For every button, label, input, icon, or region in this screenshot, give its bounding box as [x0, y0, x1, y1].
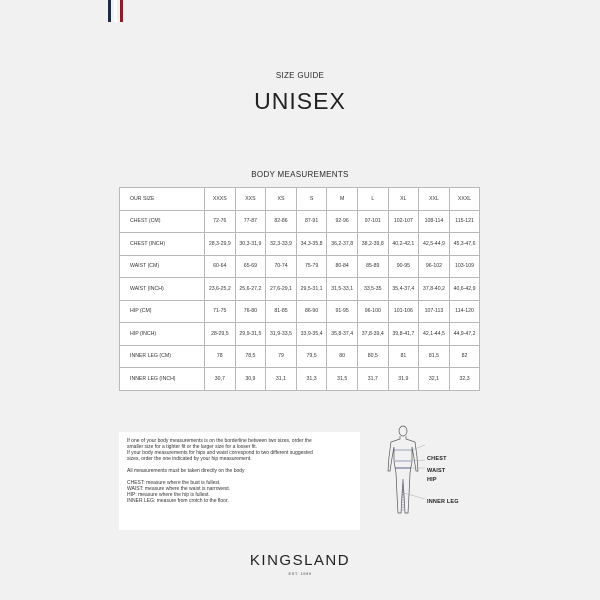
- table-row: [120, 278, 480, 301]
- value-cell: 115-121: [449, 210, 480, 233]
- size-header-cell: M: [327, 188, 358, 211]
- value-cell: 42,1-44,5: [419, 323, 450, 346]
- note-line: WAIST: measure where the waist is narrowest.: [127, 486, 231, 492]
- value-cell: 33,5-35: [357, 278, 388, 301]
- value-cell: 60-64: [205, 255, 236, 278]
- note-line: All measurements must be taken directly on the body: [127, 468, 245, 474]
- value-cell: 96-100: [357, 300, 388, 323]
- page-title: UNISEX: [254, 88, 346, 114]
- value-cell: 33,9-35,4: [296, 323, 327, 346]
- size-header-cell: XL: [388, 188, 419, 211]
- note-line: If one of your body measurements is on the borderline between two sizes, order the: [127, 438, 312, 444]
- table-row: [120, 255, 480, 278]
- value-cell: 85-89: [357, 255, 388, 278]
- value-cell: 23,6-25,2: [205, 278, 236, 301]
- table-row: [120, 345, 480, 368]
- hip-label: HIP: [427, 477, 437, 483]
- value-cell: 79: [266, 345, 297, 368]
- value-cell: 32,1: [419, 368, 450, 391]
- value-cell: 31,5: [327, 368, 358, 391]
- value-cell: 29,5-31,1: [296, 278, 327, 301]
- value-cell: 28,3-29,9: [205, 233, 236, 256]
- note-line: sizes, order the one indicated by your hip measurement.: [127, 456, 252, 462]
- row-label-cell: HIP (CM): [120, 300, 205, 323]
- value-cell: 77-87: [235, 210, 266, 233]
- value-cell: 86-90: [296, 300, 327, 323]
- value-cell: 79,5: [296, 345, 327, 368]
- value-cell: 32,3: [449, 368, 480, 391]
- row-label-cell: CHEST (CM): [120, 210, 205, 233]
- value-cell: 31,5-33,1: [327, 278, 358, 301]
- measurement-notes: [119, 432, 360, 530]
- table-row: [120, 300, 480, 323]
- table-row: [120, 233, 480, 256]
- value-cell: 90-95: [388, 255, 419, 278]
- value-cell: 81: [388, 345, 419, 368]
- value-cell: 70-74: [266, 255, 297, 278]
- size-header-cell: XS: [266, 188, 297, 211]
- value-cell: 72-76: [205, 210, 236, 233]
- value-cell: 35,8-37,4: [327, 323, 358, 346]
- inner-leg-label: INNER LEG: [427, 499, 459, 505]
- row-label-cell: CHEST (INCH): [120, 233, 205, 256]
- value-cell: 30,9: [235, 368, 266, 391]
- size-table: [119, 187, 480, 391]
- table-row: [120, 210, 480, 233]
- note-line: CHEST: measure where the bust is fullest.: [127, 480, 221, 486]
- value-cell: 80-84: [327, 255, 358, 278]
- size-header-cell: XXXL: [449, 188, 480, 211]
- value-cell: 81-85: [266, 300, 297, 323]
- table-row: [120, 323, 480, 346]
- table-row: [120, 368, 480, 391]
- value-cell: 71-75: [205, 300, 236, 323]
- size-header-cell: XXS: [235, 188, 266, 211]
- value-cell: 31,9: [388, 368, 419, 391]
- value-cell: 76-80: [235, 300, 266, 323]
- value-cell: 31,9-33,5: [266, 323, 297, 346]
- value-cell: 28-29,5: [205, 323, 236, 346]
- row-label-cell: INNER LEG (CM): [120, 345, 205, 368]
- value-cell: 78,5: [235, 345, 266, 368]
- chest-label: CHEST: [427, 456, 447, 462]
- value-cell: 31,1: [266, 368, 297, 391]
- value-cell: 36,2-37,8: [327, 233, 358, 256]
- row-label-cell: WAIST (CM): [120, 255, 205, 278]
- value-cell: 96-102: [419, 255, 450, 278]
- value-cell: 81,5: [419, 345, 450, 368]
- value-cell: 35,4-37,4: [388, 278, 419, 301]
- body-figure: [385, 423, 485, 523]
- value-cell: 80: [327, 345, 358, 368]
- value-cell: 30,7: [205, 368, 236, 391]
- value-cell: 87-91: [296, 210, 327, 233]
- value-cell: 92-96: [327, 210, 358, 233]
- page-supertitle: SIZE GUIDE: [275, 71, 325, 80]
- value-cell: 40,6-42,9: [449, 278, 480, 301]
- value-cell: 39,8-41,7: [388, 323, 419, 346]
- value-cell: 65-69: [235, 255, 266, 278]
- note-line: smaller size for a tighter fit or the larger size for a looser fit.: [127, 444, 258, 450]
- flag-stripe-red: [120, 0, 123, 22]
- row-label-cell: HIP (INCH): [120, 323, 205, 346]
- flag-stripe-navy: [108, 0, 111, 22]
- flag-stripe-white: [114, 0, 117, 22]
- row-label-cell: WAIST (INCH): [120, 278, 205, 301]
- row-label-cell: INNER LEG (INCH): [120, 368, 205, 391]
- value-cell: 27,6-29,1: [266, 278, 297, 301]
- value-cell: 107-113: [419, 300, 450, 323]
- value-cell: 114-120: [449, 300, 480, 323]
- value-cell: 101-106: [388, 300, 419, 323]
- header-label-cell: OUR SIZE: [120, 188, 205, 211]
- value-cell: 82: [449, 345, 480, 368]
- value-cell: 42,5-44,9: [419, 233, 450, 256]
- value-cell: 31,7: [357, 368, 388, 391]
- size-header-cell: S: [296, 188, 327, 211]
- brand-flag: [108, 0, 123, 22]
- value-cell: 32,3-33,9: [266, 233, 297, 256]
- value-cell: 30,3-31,9: [235, 233, 266, 256]
- size-header-cell: XXXS: [205, 188, 236, 211]
- value-cell: 97-101: [357, 210, 388, 233]
- size-header-cell: XXL: [419, 188, 450, 211]
- table-title: BODY MEASUREMENTS: [251, 170, 349, 179]
- value-cell: 82-86: [266, 210, 297, 233]
- note-line: If your body measurements for hips and waist correspond to two different suggested: [127, 450, 313, 456]
- size-header-cell: L: [357, 188, 388, 211]
- note-line: HIP: measure where the hip is fullest.: [127, 492, 210, 498]
- value-cell: 37,8-40,2: [419, 278, 450, 301]
- waist-label: WAIST: [427, 468, 446, 474]
- table-header-row: [120, 188, 480, 211]
- value-cell: 108-114: [419, 210, 450, 233]
- brand-logo: KINGSLAND: [249, 552, 351, 569]
- value-cell: 31,3: [296, 368, 327, 391]
- value-cell: 44,9-47,2: [449, 323, 480, 346]
- value-cell: 80,5: [357, 345, 388, 368]
- value-cell: 34,3-35,8: [296, 233, 327, 256]
- value-cell: 102-107: [388, 210, 419, 233]
- value-cell: 25,6-27,2: [235, 278, 266, 301]
- value-cell: 91-95: [327, 300, 358, 323]
- value-cell: 29,9-31,5: [235, 323, 266, 346]
- value-cell: 75-79: [296, 255, 327, 278]
- value-cell: 103-109: [449, 255, 480, 278]
- value-cell: 40,2-42,1: [388, 233, 419, 256]
- value-cell: 78: [205, 345, 236, 368]
- note-line: INNER LEG: measure from crotch to the floor.: [127, 498, 229, 504]
- brand-est: EST. 1999: [288, 571, 312, 576]
- value-cell: 37,8-39,4: [357, 323, 388, 346]
- value-cell: 38,2-39,8: [357, 233, 388, 256]
- value-cell: 45,3-47,6: [449, 233, 480, 256]
